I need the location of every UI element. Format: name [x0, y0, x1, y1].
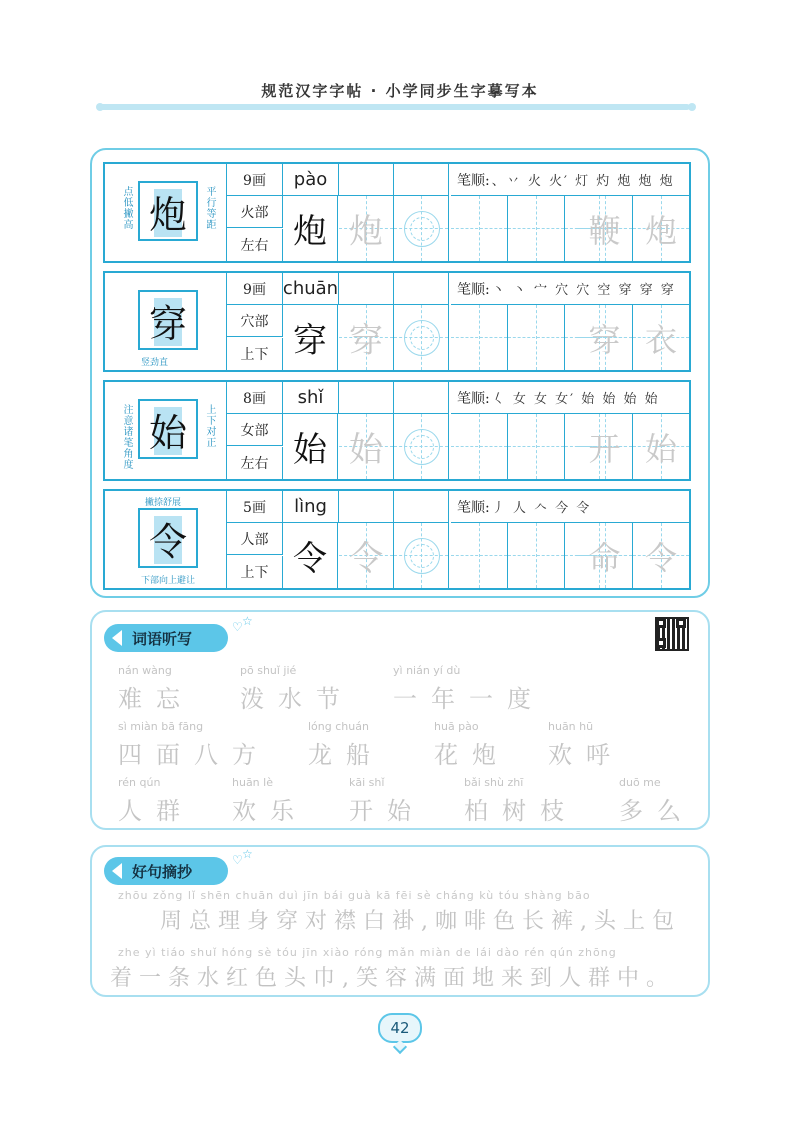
- trace-character: 令: [349, 539, 383, 579]
- word-character: 鞭: [588, 211, 621, 250]
- tip-right: 上下对正: [204, 404, 215, 448]
- info-radical: 火部: [227, 196, 283, 228]
- heart-icon: ♡: [232, 853, 243, 867]
- practice-cell[interactable]: [394, 305, 449, 370]
- arrow-left-icon: [112, 863, 122, 879]
- info-structure: 左右: [227, 229, 283, 261]
- word-character: 炮: [644, 211, 677, 250]
- stroke-order-label: 笔顺:: [457, 499, 490, 516]
- pinyin-practice-cell[interactable]: [339, 382, 394, 414]
- practice-cell[interactable]: [508, 196, 565, 261]
- dictation-word: [464, 776, 578, 826]
- trace-cell[interactable]: [339, 523, 394, 588]
- page-header: 规范汉字字帖 · 小学同步生字摹写本: [261, 82, 539, 100]
- pinyin: shǐ: [283, 382, 339, 414]
- qr-code[interactable]: [655, 617, 689, 651]
- character-frame: [138, 399, 198, 459]
- solid-character: 炮: [293, 212, 327, 252]
- tip-bottom: 竖劲直: [141, 358, 169, 368]
- word-hanzi: 开始: [349, 797, 425, 825]
- word-pinyin: duō me: [619, 776, 661, 789]
- model-character: 穿: [148, 301, 187, 346]
- word-hanzi: 多么: [619, 797, 695, 825]
- character-illustration: [105, 164, 227, 261]
- pinyin-practice-cell[interactable]: [394, 382, 449, 414]
- tip-left: 注意诸笔角度: [121, 404, 132, 470]
- word-pinyin: pō shuǐ jié: [240, 664, 297, 677]
- sentence-line2-pinyin: zhe yì tiáo shuǐ hóng sè tóu jīn xiào róng mǎn miàn de lái dào rén qún zhōng: [118, 946, 617, 959]
- tip-bottom: 下部向上避让: [141, 576, 196, 586]
- word-cell[interactable]: [577, 305, 633, 370]
- model-cell: [283, 523, 338, 588]
- info-strokes: 5画: [227, 491, 283, 523]
- info-strokes: 9画: [227, 164, 283, 196]
- stroke-order: [451, 164, 689, 196]
- pinyin-practice-cell[interactable]: [394, 491, 449, 523]
- pinyin-practice-cell[interactable]: [394, 273, 449, 305]
- pinyin-practice-cell[interactable]: [339, 164, 394, 196]
- dictation-word: [434, 720, 510, 770]
- word-hanzi: 欢呼: [548, 741, 624, 769]
- info-structure: 上下: [227, 556, 283, 588]
- word-cell[interactable]: [577, 523, 633, 588]
- character-block: [103, 271, 691, 372]
- info-strokes: 9画: [227, 273, 283, 305]
- model-cell: [283, 305, 338, 370]
- practice-cell[interactable]: [394, 523, 449, 588]
- word-pinyin: rén qún: [118, 776, 161, 789]
- word-character: 令: [644, 538, 677, 577]
- word-pinyin: kāi shǐ: [349, 776, 385, 789]
- word-pinyin: huān hū: [548, 720, 594, 733]
- stroke-order: [451, 273, 689, 305]
- dictation-tag: [104, 624, 228, 652]
- stroke-order-sequence: 丿 人 𠆢 今 令: [491, 501, 592, 516]
- stroke-order-label: 笔顺:: [457, 390, 490, 407]
- dictation-word: [232, 776, 308, 826]
- pinyin: lìng: [283, 491, 339, 523]
- character-illustration: [105, 491, 227, 588]
- word-character: 始: [644, 429, 677, 468]
- word-cell[interactable]: [577, 414, 633, 479]
- sentence-title: 好句摘抄: [132, 862, 193, 881]
- word-character: 穿: [588, 320, 621, 359]
- tip-right: 平行等距: [204, 186, 215, 230]
- arrow-left-icon: [112, 630, 122, 646]
- word-pinyin: yì nián yí dù: [393, 664, 461, 677]
- word-cell[interactable]: [633, 196, 689, 261]
- model-character: 始: [148, 410, 187, 455]
- pinyin: pào: [283, 164, 339, 196]
- header-dot-right: [688, 103, 696, 111]
- word-pinyin: huān lè: [232, 776, 273, 789]
- word-character: 衣: [644, 320, 677, 359]
- practice-cell[interactable]: [451, 523, 508, 588]
- solid-character: 始: [293, 430, 327, 470]
- page-number: 42: [378, 1013, 422, 1043]
- stroke-order: [451, 491, 689, 523]
- dictation-word: [118, 776, 194, 826]
- trace-cell[interactable]: [339, 414, 394, 479]
- trace-character: 炮: [349, 212, 383, 252]
- character-block: [103, 162, 691, 263]
- dictation-word: [393, 664, 545, 714]
- header-dot-left: [96, 103, 104, 111]
- dictation-title: 词语听写: [132, 629, 193, 648]
- word-hanzi: 四面八方: [118, 741, 270, 769]
- stroke-order: [451, 382, 689, 414]
- heart-icon: ♡: [232, 620, 243, 634]
- practice-cell[interactable]: [394, 414, 449, 479]
- dictation-word: [308, 720, 384, 770]
- word-character: 命: [588, 538, 621, 577]
- word-hanzi: 难忘: [118, 685, 194, 713]
- model-cell: [283, 196, 338, 261]
- practice-cell[interactable]: [451, 305, 508, 370]
- info-strokes: 8画: [227, 382, 283, 414]
- trace-character: 穿: [349, 321, 383, 361]
- sentence-line1-pinyin: zhōu zǒng lǐ shēn chuān duì jīn bái guà kā fēi sè cháng kù tóu shàng bāo: [118, 889, 591, 902]
- character-frame: [138, 181, 198, 241]
- info-structure: 左右: [227, 447, 283, 479]
- practice-cell[interactable]: [508, 305, 565, 370]
- dictation-word: [349, 776, 425, 826]
- info-radical: 穴部: [227, 305, 283, 337]
- character-block: [103, 489, 691, 590]
- word-pinyin: nán wàng: [118, 664, 172, 677]
- character-illustration: [105, 273, 227, 370]
- word-pinyin: huā pào: [434, 720, 479, 733]
- stroke-order-sequence: 、丷 火 火′ 灯 灼 炮 炮 炮: [491, 174, 675, 189]
- character-frame: [138, 508, 198, 568]
- word-cell[interactable]: [633, 523, 689, 588]
- word-hanzi: 柏树枝: [464, 797, 578, 825]
- star-icon: ☆: [242, 847, 253, 861]
- word-hanzi: 欢乐: [232, 797, 308, 825]
- word-cell[interactable]: [633, 414, 689, 479]
- solid-character: 穿: [293, 321, 327, 361]
- practice-cell[interactable]: [394, 196, 449, 261]
- pinyin-practice-cell[interactable]: [394, 164, 449, 196]
- word-hanzi: 龙船: [308, 741, 384, 769]
- stroke-order-sequence: 丶 丶 宀 穴 穴 空 穿 穿 穿: [491, 283, 676, 298]
- sentence-line1: 周总理身穿对襟白褂,咖啡色长裤,头上包: [160, 909, 681, 934]
- tip-top: 撇捺舒展: [145, 498, 182, 508]
- character-frame: [138, 290, 198, 350]
- practice-cell[interactable]: [508, 414, 565, 479]
- model-character: 令: [148, 519, 187, 564]
- trace-character: 始: [349, 430, 383, 470]
- sentence-line2: 着一条水红色头巾,笑容满面地来到人群中。: [110, 966, 675, 991]
- header-underline: [100, 104, 690, 110]
- star-icon: ☆: [242, 614, 253, 628]
- trace-cell[interactable]: [339, 305, 394, 370]
- word-hanzi: 泼水节: [240, 685, 354, 713]
- word-character: 开: [588, 429, 621, 468]
- info-radical: 女部: [227, 414, 283, 446]
- sentence-tag: [104, 857, 228, 885]
- character-block: [103, 380, 691, 481]
- solid-character: 令: [293, 539, 327, 579]
- practice-cell[interactable]: [451, 414, 508, 479]
- dictation-word: [118, 720, 270, 770]
- word-hanzi: 一年一度: [393, 685, 545, 713]
- word-hanzi: 人群: [118, 797, 194, 825]
- character-illustration: [105, 382, 227, 479]
- pinyin-practice-cell[interactable]: [339, 273, 394, 305]
- pinyin: chuān: [283, 273, 339, 305]
- practice-cell[interactable]: [508, 523, 565, 588]
- info-radical: 人部: [227, 523, 283, 555]
- stroke-order-sequence: 𡿨 女 女 女′ 始 始 始 始: [491, 392, 660, 407]
- word-pinyin: lóng chuán: [308, 720, 369, 733]
- practice-cell[interactable]: [451, 196, 508, 261]
- model-cell: [283, 414, 338, 479]
- model-character: 炮: [148, 192, 187, 237]
- word-cell[interactable]: [633, 305, 689, 370]
- stroke-order-label: 笔顺:: [457, 172, 490, 189]
- trace-cell[interactable]: [339, 196, 394, 261]
- pinyin-practice-cell[interactable]: [339, 491, 394, 523]
- stroke-order-label: 笔顺:: [457, 281, 490, 298]
- dictation-word: [619, 776, 695, 826]
- dictation-word: [240, 664, 354, 714]
- word-cell[interactable]: [577, 196, 633, 261]
- word-pinyin: sì miàn bā fāng: [118, 720, 204, 733]
- dictation-word: [548, 720, 624, 770]
- word-pinyin: bǎi shù zhī: [464, 776, 524, 789]
- dictation-word: [118, 664, 194, 714]
- info-structure: 上下: [227, 338, 283, 370]
- tip-left: 点低撇高: [121, 186, 132, 230]
- word-hanzi: 花炮: [434, 741, 510, 769]
